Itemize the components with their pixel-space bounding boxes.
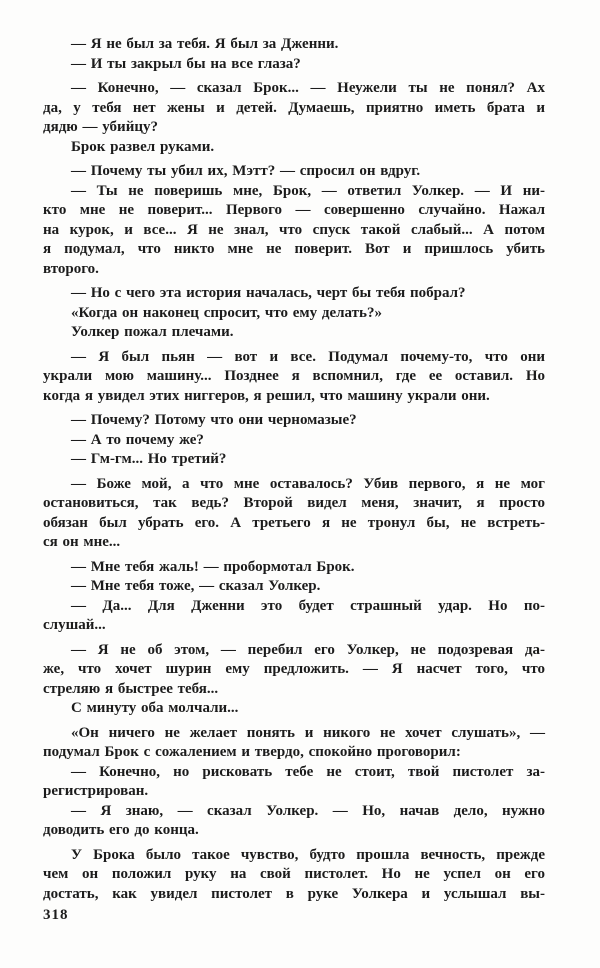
page-text <box>43 35 545 904</box>
paragraph <box>43 55 545 75</box>
text-line: — Но с чего эта история началась, черт бы тебя побрал? <box>71 285 466 301</box>
text-line: С минуту оба молчали... <box>71 700 239 716</box>
paragraph <box>43 699 545 719</box>
paragraph <box>43 802 545 841</box>
text-line: стреляю я быстрее тебя... <box>43 680 219 697</box>
text-line: — И ты закрыл бы на все глаза? <box>71 55 301 72</box>
text-line: когда я увидел этих ниггеров, я решил, что машину украли они. <box>43 387 490 404</box>
text-line: ся он мне... <box>43 534 121 550</box>
paragraph <box>43 475 545 553</box>
text-line: второго. <box>43 260 99 277</box>
paragraph <box>43 304 545 324</box>
text-line: да, у тебя нет жены и детей. Думаешь, приятно иметь брата и <box>43 99 545 116</box>
text-line: Брок развел руками. <box>71 138 215 155</box>
text-line: регистрирован. <box>43 783 149 799</box>
text-line: «Он ничего не желает понять и никого не хочет слушать», — <box>71 724 545 741</box>
text-line: чем он положил руку на свой пистолет. Но не успел он его <box>43 866 545 882</box>
text-line: дядю — убийцу? <box>43 119 158 135</box>
text-line: У Брока было такое чувство, будто прошла вечность, прежде <box>71 846 545 863</box>
text-line: Уолкер пожал плечами. <box>71 324 234 340</box>
paragraph <box>43 79 545 138</box>
paragraph <box>43 348 545 407</box>
text-line: подумал Брок с сожалением и твердо, спокойно проговорил: <box>43 744 461 760</box>
text-line: — Ты не поверишь мне, Брок, — ответил Уолкер. — И ни- <box>71 182 545 199</box>
paragraph <box>43 763 545 802</box>
paragraph <box>43 641 545 700</box>
text-line: — Я знаю, — сказал Уолкер. — Но, начав дело, нужно <box>71 802 545 819</box>
text-line: — Конечно, — сказал Брок... — Неужели ты не понял? Ах <box>71 80 545 96</box>
paragraph <box>43 182 545 280</box>
paragraph <box>43 450 545 470</box>
paragraph <box>43 411 545 431</box>
text-line: я подумал, что никто мне не поверит. Вот и пришлось убить <box>43 241 545 257</box>
text-line: кто мне не поверит... Первого — совершенно случайно. Нажал <box>43 202 545 218</box>
text-line: — Почему? Потому что они черномазые? <box>71 412 357 428</box>
text-line: украли мою машину... Позднее я вспомнил, где ее оставил. Но <box>43 368 545 384</box>
text-line: доводить его до конца. <box>43 822 199 838</box>
paragraph <box>43 597 545 636</box>
paragraph <box>43 431 545 451</box>
text-line: остановиться, так ведь? Второй видел меня, значит, я просто <box>43 495 545 511</box>
text-line: же, что хочет шурин ему предложить. — Я насчет того, что <box>43 661 545 677</box>
paragraph <box>43 577 545 597</box>
paragraph <box>43 138 545 158</box>
text-line: — Да... Для Дженни это будет страшный удар. Но по- <box>71 597 545 614</box>
paragraph <box>43 558 545 578</box>
text-line: — Конечно, но рисковать тебе не стоит, твой пистолет за- <box>71 763 545 780</box>
text-line: — Я был пьян — вот и все. Подумал почему-то, что они <box>71 348 545 365</box>
text-line: — Я не об этом, — перебил его Уолкер, не подозревая да- <box>71 641 545 658</box>
paragraph <box>43 284 545 304</box>
text-line: — Почему ты убил их, Мэтт? — спросил он вдруг. <box>71 163 421 179</box>
paragraph <box>43 162 545 182</box>
text-line: обязан был убрать его. А третьего я не тронул бы, не встреть- <box>43 514 545 531</box>
text-line: — Мне тебя тоже, — сказал Уолкер. <box>71 578 321 594</box>
text-line: — А то почему же? <box>71 431 204 448</box>
paragraph <box>43 35 545 55</box>
paragraph <box>43 323 545 343</box>
text-line: на курок, и все... Я не знал, что спуск такой слабый... А потом <box>43 221 545 238</box>
text-line: — Гм-гм... Но третий? <box>71 451 227 467</box>
text-line: «Когда он наконец спросит, что ему делать?» <box>71 304 382 321</box>
text-line: — Я не был за тебя. Я был за Дженни. <box>71 36 339 52</box>
text-line: слушай... <box>43 617 106 633</box>
paragraph <box>43 846 545 905</box>
text-line: — Мне тебя жаль! — пробормотал Брок. <box>71 558 355 575</box>
text-line: достать, как увидел пистолет в руке Уолкера и услышал вы- <box>43 885 545 902</box>
paragraph <box>43 724 545 763</box>
text-line: — Боже мой, а что мне оставалось? Убив первого, я не мог <box>71 475 545 492</box>
page-number: 318 <box>43 907 69 923</box>
